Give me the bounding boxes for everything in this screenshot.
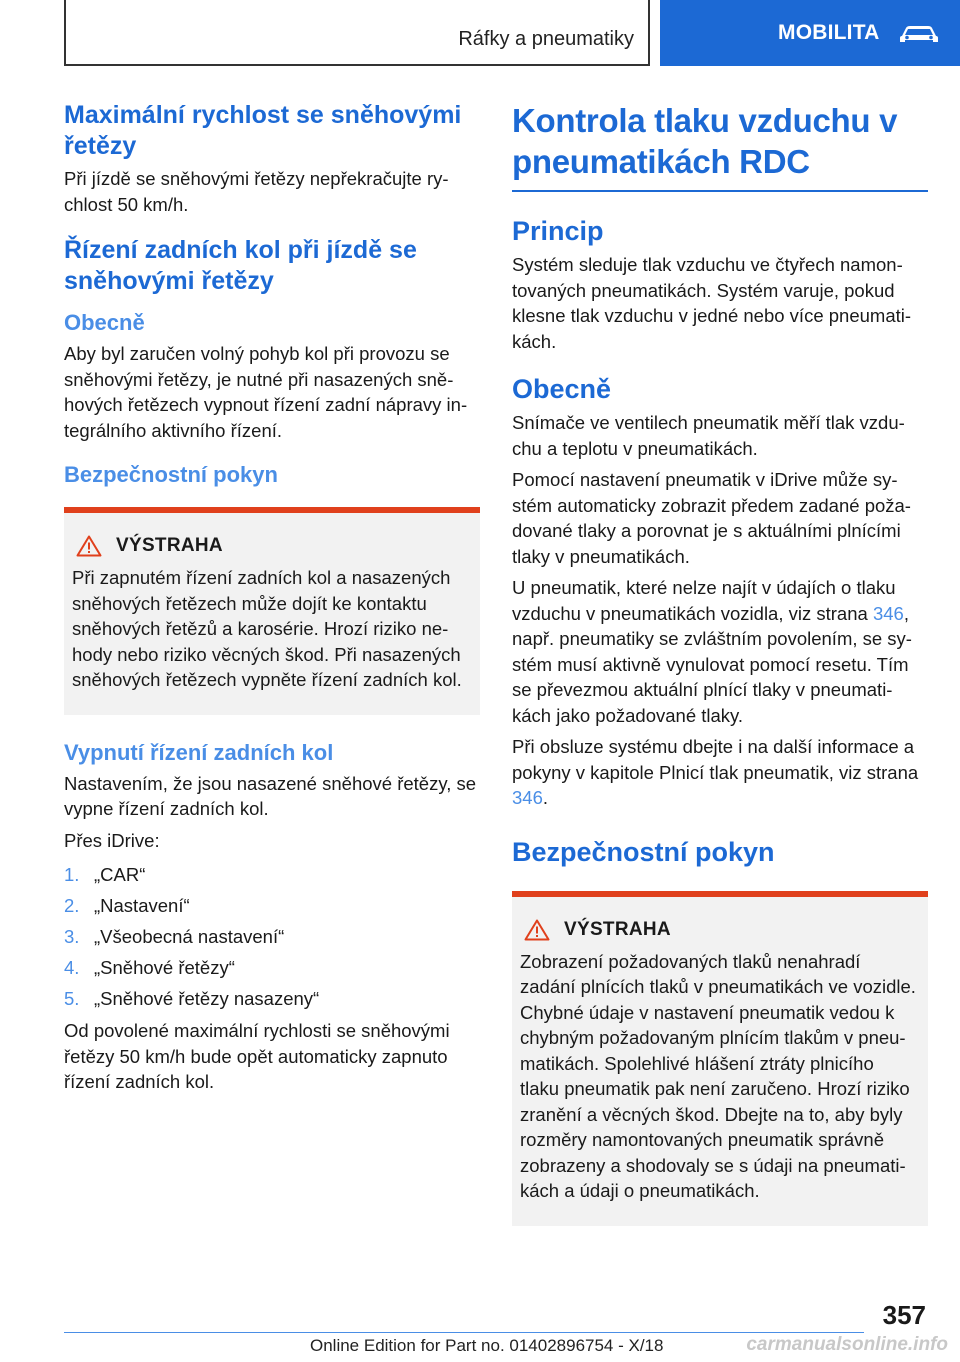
- warning-triangle-icon: [76, 535, 102, 557]
- header-frame: [64, 0, 650, 66]
- title-divider: [512, 190, 928, 192]
- sensor-text: Snímače ve ventilech pneumatik měří tlak vzdu-chu a teplotu v pneumatikách.: [512, 412, 905, 459]
- general-text: Aby byl zaručen volný pohyb kol při provozu se sněhovými řetězy, je nutné při nasazených sně-hových řetězech vypnout řízení zadní nápravy in-tegrálního aktivního řízení.: [64, 343, 468, 441]
- left-column: [64, 100, 480, 1095]
- heading-general: Obecně: [64, 310, 145, 335]
- max-speed-text: Při jízdě se sněhovými řetězy nepřekračujte ry-chlost 50 km/h.: [64, 168, 449, 215]
- heading-general-right: Obecně: [512, 374, 612, 404]
- edition-note: Online Edition for Part no. 01402896754 - X/18: [310, 1336, 664, 1355]
- list-item: 5. „Sněhové řetězy nasazeny“: [64, 988, 320, 1009]
- warning-triangle-icon: [524, 919, 550, 941]
- page-link-346-b[interactable]: 346: [512, 787, 543, 808]
- heading-rear-steering: Řízení zadních kol při jízdě se sněhovými řetězy: [64, 236, 417, 295]
- chapter-tab-label: MOBILITA: [778, 21, 880, 44]
- warning-text: Při zapnutém řízení zadních kol a nasazených sněhových řetězech může dojít ke kontaktu sněhových řetězů a karosérie. Hrozí riziko ne-hody nebo riziko věcných škod. Při nasazených sněhových řetězech vypněte řízení zadních kol.: [72, 567, 462, 690]
- chapter-tab[interactable]: [660, 0, 960, 66]
- warning-header: [72, 535, 468, 557]
- list-item: 1. „CAR“: [64, 864, 146, 885]
- heading-max-speed: Maximální rychlost se sněhovými řetězy: [64, 101, 462, 160]
- warning-box: [64, 507, 480, 715]
- heading-principle: Princip: [512, 216, 604, 246]
- chapter-title: Kontrola tlaku vzduchu v pneumatikách RDC: [512, 102, 898, 180]
- page-header: [0, 0, 960, 66]
- idrive-steps: [64, 859, 480, 1014]
- page-link-346[interactable]: 346: [872, 602, 904, 624]
- further-info-text: Při obsluze systému dbejte i na další informace a pokyny v kapitole Plnicí tlak pneumatik, viz strana 346.: [512, 736, 919, 808]
- list-item: 3. „Všeobecná nastavení“: [64, 926, 285, 947]
- idrive-text: Přes iDrive:: [64, 829, 160, 851]
- right-column: [512, 100, 928, 1226]
- idrive-compare-text: Pomocí nastavení pneumatik v iDrive může sy-stém automaticky zobrazit předem zadané poža-dované tlaky a porovnat je s aktuálními plnícími tlaky v pneumatikách.: [512, 469, 911, 567]
- warning-box-right: [512, 891, 928, 1226]
- reenable-text: Od povolené maximální rychlosti se sněhovými řetězy 50 km/h bude opět automaticky zapnuto řízení zadních kol.: [64, 1020, 450, 1092]
- footer-divider: [64, 1332, 864, 1333]
- list-item: 4. „Sněhové řetězy“: [64, 957, 235, 978]
- warning-text-right: Zobrazení požadovaných tlaků nenahradí zadání plnících tlaků v pneumatikách ve vozidle. Chybné údaje v nastavení pneumatik vedou k chybným požadovaným plnícím tlakům v pneu-matikách. Spolehlivé hlášení ztráty plnicího tlaku pneumatik pak není zaručeno. Hrozí riziko zranění a věcných škod. Dbejte na to, aby byly rozměry namontovaných pneumatik správně zobrazeny a shodovaly se s údaji na pneumati-kách a údaji o pneumatikách.: [520, 950, 916, 1201]
- section-title: Ráfky a pneumatiky: [458, 28, 634, 50]
- heading-safety-right: Bezpečnostní pokyn: [512, 836, 775, 867]
- warning-title-right: VÝSTRAHA: [564, 918, 671, 940]
- reset-text: U pneumatik, které nelze najít v údajích o tlaku vzduchu v pneumatikách vozidla, viz strana 346, např. pneumatiky se zvláštním povolením, se sy-stém musí aktivně vynulovat pomocí resetu. Tím se převezmou aktuální plnící tlaky v pneumati-kách jako požadované tlaky.: [512, 577, 912, 726]
- disable-text: Nastavením, že jsou nasazené sněhové řetězy, se vypne řízení zadních kol.: [64, 772, 477, 819]
- heading-disable-rear: Vypnutí řízení zadních kol: [64, 739, 334, 765]
- car-icon: [898, 21, 940, 45]
- warning-header-right: [520, 919, 916, 941]
- page-number: 357: [882, 1300, 926, 1330]
- warning-title: VÝSTRAHA: [116, 535, 223, 556]
- watermark: carmanualsonline.info: [746, 1334, 948, 1355]
- principle-text: Systém sleduje tlak vzduchu ve čtyřech namon-tovaných pneumatikách. Systém varuje, pokud klesne tlak vzduchu v jedné nebo více pneumati-kách.: [512, 254, 912, 352]
- heading-safety: Bezpečnostní pokyn: [64, 462, 278, 487]
- list-item: 2. „Nastavení“: [64, 895, 190, 916]
